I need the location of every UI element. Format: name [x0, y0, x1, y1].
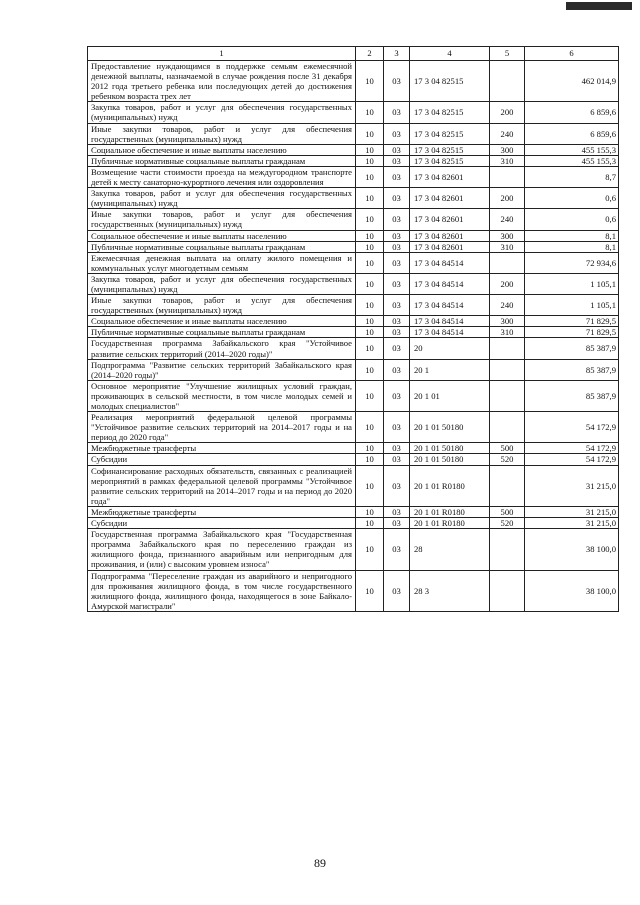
table-header-row — [88, 47, 619, 61]
table-row — [88, 273, 619, 294]
table-row — [88, 518, 619, 529]
target-article-cell: 17 3 04 82515 — [410, 123, 490, 144]
section-cell: 10 — [356, 252, 384, 273]
subsection-cell: 03 — [384, 209, 410, 230]
target-article-cell: 20 1 — [410, 359, 490, 380]
page-number: 89 — [314, 856, 326, 870]
subsection-cell: 03 — [384, 295, 410, 316]
amount-cell: 8,1 — [525, 241, 619, 252]
section-cell: 10 — [356, 273, 384, 294]
target-article-cell: 17 3 04 82601 — [410, 188, 490, 209]
section-cell: 10 — [356, 209, 384, 230]
table-row — [88, 241, 619, 252]
subsection-cell: 03 — [384, 454, 410, 465]
expense-type-cell — [490, 252, 525, 273]
amount-cell: 455 155,3 — [525, 144, 619, 155]
budget-table-container — [87, 46, 618, 612]
expense-type-cell: 520 — [490, 454, 525, 465]
expense-type-cell: 300 — [490, 144, 525, 155]
table-row — [88, 166, 619, 187]
row-name-cell: Иные закупки товаров, работ и услуг для обеспечения государственных (муниципальных) нужд — [88, 209, 356, 230]
section-cell: 10 — [356, 102, 384, 123]
amount-cell: 1 105,1 — [525, 273, 619, 294]
table-row — [88, 102, 619, 123]
section-cell: 10 — [356, 316, 384, 327]
amount-cell: 54 172,9 — [525, 443, 619, 454]
table-row — [88, 465, 619, 506]
subsection-cell: 03 — [384, 359, 410, 380]
expense-type-cell — [490, 359, 525, 380]
table-row — [88, 454, 619, 465]
subsection-cell: 03 — [384, 230, 410, 241]
target-article-cell: 20 1 01 R0180 — [410, 506, 490, 517]
subsection-cell: 03 — [384, 380, 410, 411]
row-name-cell: Государственная программа Забайкальского края "Государственная программа Забайкальского края по переселению граждан из жилищного фонда, признанного аварийным или непригодным для проживания, и (или) с высоким уровнем износа" — [88, 529, 356, 570]
amount-cell: 38 100,0 — [525, 529, 619, 570]
table-row — [88, 295, 619, 316]
table-row — [88, 252, 619, 273]
row-name-cell: Реализация мероприятий федеральной целевой программы "Устойчивое развитие сельских территорий на 2014–2017 годы и на период до 2020 года" — [88, 412, 356, 443]
section-cell: 10 — [356, 144, 384, 155]
target-article-cell: 20 1 01 50180 — [410, 443, 490, 454]
expense-type-cell — [490, 465, 525, 506]
table-row — [88, 61, 619, 102]
row-name-cell: Возмещение части стоимости проезда на междугородном транспорте детей к месту санаторно-курортного лечения или оздоровления — [88, 166, 356, 187]
amount-cell: 54 172,9 — [525, 412, 619, 443]
row-name-cell: Социальное обеспечение и иные выплаты населению — [88, 316, 356, 327]
row-name-cell: Иные закупки товаров, работ и услуг для обеспечения государственных (муниципальных) нужд — [88, 123, 356, 144]
row-name-cell: Публичные нормативные социальные выплаты гражданам — [88, 327, 356, 338]
section-cell: 10 — [356, 570, 384, 611]
expense-type-cell: 240 — [490, 295, 525, 316]
expense-type-cell: 520 — [490, 518, 525, 529]
column-header: 1 — [88, 47, 356, 61]
subsection-cell: 03 — [384, 252, 410, 273]
section-cell: 10 — [356, 61, 384, 102]
scan-corner-mark — [566, 2, 632, 10]
expense-type-cell: 300 — [490, 316, 525, 327]
row-name-cell: Субсидии — [88, 518, 356, 529]
table-row — [88, 529, 619, 570]
row-name-cell: Закупка товаров, работ и услуг для обеспечения государственных (муниципальных) нужд — [88, 188, 356, 209]
expense-type-cell — [490, 61, 525, 102]
table-row — [88, 412, 619, 443]
section-cell: 10 — [356, 295, 384, 316]
amount-cell: 8,7 — [525, 166, 619, 187]
row-name-cell: Межбюджетные трансферты — [88, 443, 356, 454]
expense-type-cell — [490, 338, 525, 359]
target-article-cell: 20 1 01 50180 — [410, 412, 490, 443]
subsection-cell: 03 — [384, 123, 410, 144]
row-name-cell: Ежемесячная денежная выплата на оплату жилого помещения и коммунальных услуг многодетным семьям — [88, 252, 356, 273]
subsection-cell: 03 — [384, 316, 410, 327]
expense-type-cell — [490, 412, 525, 443]
section-cell: 10 — [356, 465, 384, 506]
subsection-cell: 03 — [384, 570, 410, 611]
amount-cell: 85 387,9 — [525, 359, 619, 380]
amount-cell: 455 155,3 — [525, 155, 619, 166]
subsection-cell: 03 — [384, 61, 410, 102]
subsection-cell: 03 — [384, 327, 410, 338]
expense-type-cell: 240 — [490, 209, 525, 230]
amount-cell: 6 859,6 — [525, 102, 619, 123]
subsection-cell: 03 — [384, 338, 410, 359]
target-article-cell: 17 3 04 82601 — [410, 241, 490, 252]
expense-type-cell: 200 — [490, 102, 525, 123]
section-cell: 10 — [356, 230, 384, 241]
section-cell: 10 — [356, 454, 384, 465]
table-row — [88, 209, 619, 230]
column-header: 2 — [356, 47, 384, 61]
subsection-cell: 03 — [384, 241, 410, 252]
amount-cell: 38 100,0 — [525, 570, 619, 611]
subsection-cell: 03 — [384, 144, 410, 155]
subsection-cell: 03 — [384, 518, 410, 529]
row-name-cell: Публичные нормативные социальные выплаты гражданам — [88, 241, 356, 252]
section-cell: 10 — [356, 155, 384, 166]
row-name-cell: Государственная программа Забайкальского края "Устойчивое развитие сельских территорий (2014–2020 годы)" — [88, 338, 356, 359]
section-cell: 10 — [356, 529, 384, 570]
expense-type-cell — [490, 380, 525, 411]
amount-cell: 462 014,9 — [525, 61, 619, 102]
subsection-cell: 03 — [384, 506, 410, 517]
target-article-cell: 20 1 01 R0180 — [410, 465, 490, 506]
table-row — [88, 570, 619, 611]
row-name-cell: Закупка товаров, работ и услуг для обеспечения государственных (муниципальных) нужд — [88, 102, 356, 123]
table-row — [88, 443, 619, 454]
table-row — [88, 327, 619, 338]
target-article-cell: 20 1 01 R0180 — [410, 518, 490, 529]
table-row — [88, 155, 619, 166]
subsection-cell: 03 — [384, 443, 410, 454]
section-cell: 10 — [356, 188, 384, 209]
amount-cell: 85 387,9 — [525, 338, 619, 359]
amount-cell: 85 387,9 — [525, 380, 619, 411]
table-row — [88, 230, 619, 241]
row-name-cell: Софинансирование расходных обязательств, связанных с реализацией мероприятий в рамках федеральной целевой программы "Устойчивое развитие сельских территорий на 2014–2017 годы и на период до 2020 года" — [88, 465, 356, 506]
expense-type-cell — [490, 570, 525, 611]
target-article-cell: 20 — [410, 338, 490, 359]
table-row — [88, 144, 619, 155]
subsection-cell: 03 — [384, 465, 410, 506]
target-article-cell: 17 3 04 82515 — [410, 144, 490, 155]
amount-cell: 72 934,6 — [525, 252, 619, 273]
row-name-cell: Подпрограмма "Развитие сельских территорий Забайкальского края (2014–2020 годы)" — [88, 359, 356, 380]
column-header: 3 — [384, 47, 410, 61]
target-article-cell: 17 3 04 84514 — [410, 327, 490, 338]
section-cell: 10 — [356, 380, 384, 411]
target-article-cell: 28 — [410, 529, 490, 570]
amount-cell: 54 172,9 — [525, 454, 619, 465]
row-name-cell: Социальное обеспечение и иные выплаты населению — [88, 230, 356, 241]
expense-type-cell: 310 — [490, 327, 525, 338]
section-cell: 10 — [356, 123, 384, 144]
expense-type-cell: 500 — [490, 443, 525, 454]
row-name-cell: Межбюджетные трансферты — [88, 506, 356, 517]
section-cell: 10 — [356, 166, 384, 187]
section-cell: 10 — [356, 241, 384, 252]
row-name-cell: Подпрограмма "Переселение граждан из аварийного и непригодного для проживания жилищного фонда, в том числе государственного жилищного фонда, жилищного фонда, находящегося в зоне Байкало-Амурской магистрали" — [88, 570, 356, 611]
amount-cell: 71 829,5 — [525, 316, 619, 327]
target-article-cell: 17 3 04 82515 — [410, 102, 490, 123]
column-header: 4 — [410, 47, 490, 61]
target-article-cell: 17 3 04 84514 — [410, 273, 490, 294]
target-article-cell: 17 3 04 82515 — [410, 155, 490, 166]
section-cell: 10 — [356, 338, 384, 359]
amount-cell: 31 215,0 — [525, 506, 619, 517]
table-row — [88, 506, 619, 517]
expense-type-cell: 240 — [490, 123, 525, 144]
subsection-cell: 03 — [384, 412, 410, 443]
subsection-cell: 03 — [384, 102, 410, 123]
table-row — [88, 338, 619, 359]
expense-type-cell: 200 — [490, 273, 525, 294]
row-name-cell: Предоставление нуждающимся в поддержке семьям ежемесячной денежной выплаты, назначаемой в случае рождения после 31 декабря 2012 года третьего ребенка или последующих детей до достижения ребенком возраста трех лет — [88, 61, 356, 102]
section-cell: 10 — [356, 443, 384, 454]
subsection-cell: 03 — [384, 155, 410, 166]
target-article-cell: 17 3 04 82601 — [410, 209, 490, 230]
section-cell: 10 — [356, 412, 384, 443]
target-article-cell: 17 3 04 82601 — [410, 166, 490, 187]
target-article-cell: 20 1 01 50180 — [410, 454, 490, 465]
row-name-cell: Основное мероприятие "Улучшение жилищных условий граждан, проживающих в сельской местности, в том числе молодых семей и молодых специалистов" — [88, 380, 356, 411]
amount-cell: 8,1 — [525, 230, 619, 241]
section-cell: 10 — [356, 327, 384, 338]
expense-type-cell: 310 — [490, 155, 525, 166]
amount-cell: 0,6 — [525, 209, 619, 230]
subsection-cell: 03 — [384, 529, 410, 570]
amount-cell: 71 829,5 — [525, 327, 619, 338]
amount-cell: 1 105,1 — [525, 295, 619, 316]
target-article-cell: 28 3 — [410, 570, 490, 611]
section-cell: 10 — [356, 359, 384, 380]
amount-cell: 6 859,6 — [525, 123, 619, 144]
target-article-cell: 20 1 01 — [410, 380, 490, 411]
table-row — [88, 188, 619, 209]
row-name-cell: Публичные нормативные социальные выплаты гражданам — [88, 155, 356, 166]
row-name-cell: Иные закупки товаров, работ и услуг для обеспечения государственных (муниципальных) нужд — [88, 295, 356, 316]
target-article-cell: 17 3 04 82515 — [410, 61, 490, 102]
expense-type-cell: 310 — [490, 241, 525, 252]
row-name-cell: Субсидии — [88, 454, 356, 465]
table-row — [88, 316, 619, 327]
target-article-cell: 17 3 04 84514 — [410, 295, 490, 316]
amount-cell: 31 215,0 — [525, 518, 619, 529]
subsection-cell: 03 — [384, 273, 410, 294]
target-article-cell: 17 3 04 84514 — [410, 252, 490, 273]
expense-type-cell: 300 — [490, 230, 525, 241]
expense-type-cell: 200 — [490, 188, 525, 209]
column-header: 5 — [490, 47, 525, 61]
expense-type-cell — [490, 529, 525, 570]
expense-type-cell — [490, 166, 525, 187]
section-cell: 10 — [356, 518, 384, 529]
amount-cell: 31 215,0 — [525, 465, 619, 506]
row-name-cell: Социальное обеспечение и иные выплаты населению — [88, 144, 356, 155]
table-row — [88, 123, 619, 144]
subsection-cell: 03 — [384, 188, 410, 209]
target-article-cell: 17 3 04 82601 — [410, 230, 490, 241]
target-article-cell: 17 3 04 84514 — [410, 316, 490, 327]
table-row — [88, 380, 619, 411]
column-header: 6 — [525, 47, 619, 61]
amount-cell: 0,6 — [525, 188, 619, 209]
row-name-cell: Закупка товаров, работ и услуг для обеспечения государственных (муниципальных) нужд — [88, 273, 356, 294]
table-row — [88, 359, 619, 380]
subsection-cell: 03 — [384, 166, 410, 187]
expense-type-cell: 500 — [490, 506, 525, 517]
budget-table — [87, 46, 619, 612]
section-cell: 10 — [356, 506, 384, 517]
